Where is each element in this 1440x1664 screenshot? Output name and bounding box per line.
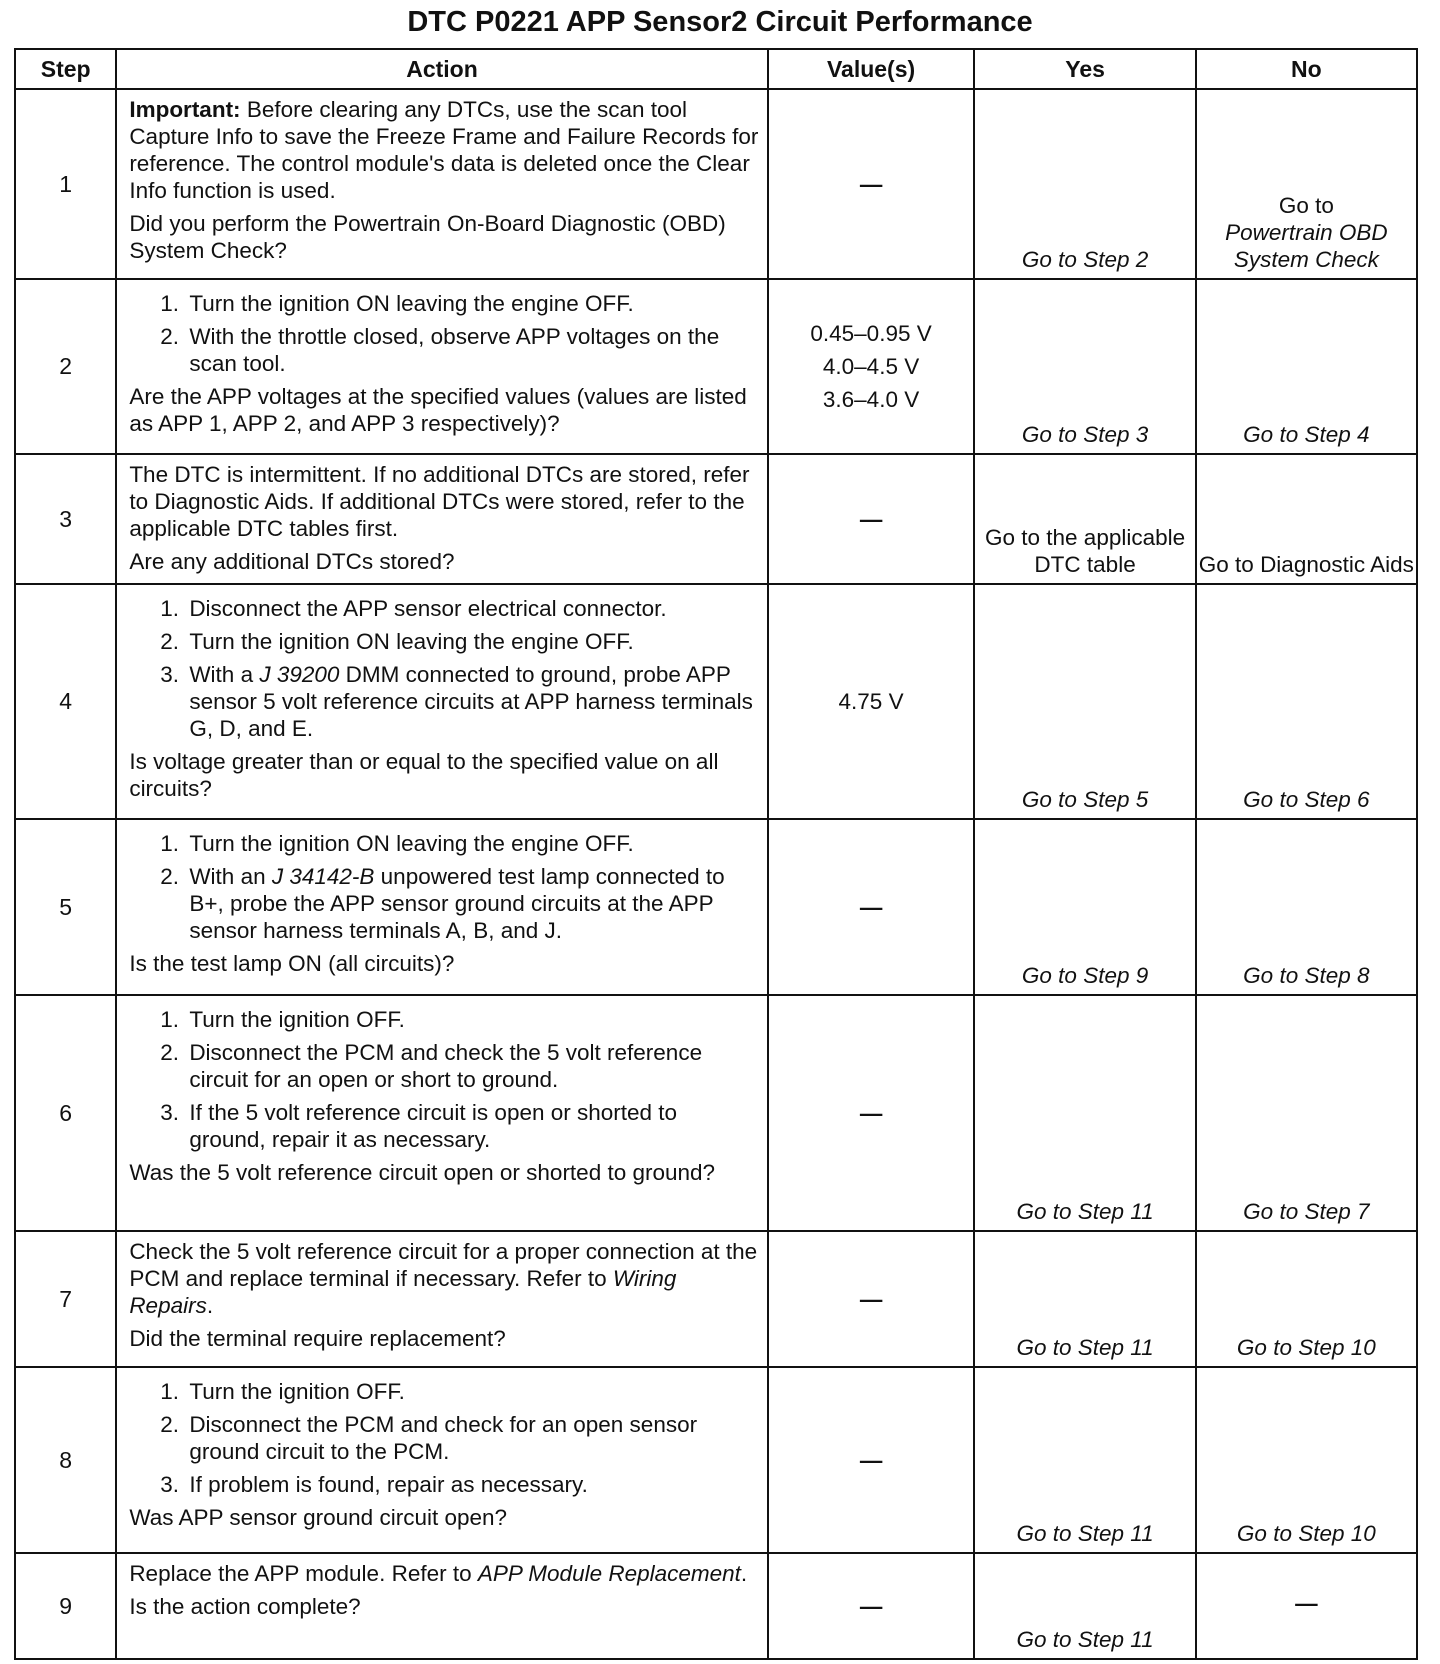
step-question: Was the 5 volt reference circuit open or shorted to ground?: [129, 1160, 716, 1185]
action-cell: [116, 1553, 767, 1659]
instruction-item: 1. Disconnect the APP sensor electrical connector.: [185, 595, 758, 622]
header-action: Action: [116, 49, 767, 89]
yes-cell[interactable]: Go to Step 11: [974, 995, 1195, 1231]
table-row: [15, 584, 1417, 819]
action-cell: [116, 279, 767, 454]
important-label: Important:: [129, 97, 241, 122]
step-number: 5: [15, 819, 116, 995]
important-note: [129, 96, 758, 204]
table-row: [15, 1553, 1417, 1659]
value-cell: —: [768, 1553, 975, 1659]
value-app1: 0.45–0.95 V: [810, 321, 932, 346]
step-text: Check the 5 volt reference circuit for a proper connection at the PCM and replace terminal if necessary. Refer to Wiring Repairs.: [129, 1239, 758, 1318]
header-values: Value(s): [768, 49, 975, 89]
step-number: 9: [15, 1553, 116, 1659]
table-row: [15, 279, 1417, 454]
instruction-item: 2. Turn the ignition ON leaving the engine OFF.: [185, 628, 758, 655]
step-question: Is the action complete?: [129, 1594, 361, 1619]
step-instructions: [129, 1378, 758, 1498]
instruction-item: 1. Turn the ignition ON leaving the engine OFF.: [185, 830, 758, 857]
instruction-item: 1. Turn the ignition ON leaving the engine OFF.: [185, 290, 758, 317]
reference-link[interactable]: APP Module Replacement: [477, 1561, 741, 1586]
table-header-row: [15, 49, 1417, 89]
header-step: Step: [15, 49, 116, 89]
step-number: 3: [15, 454, 116, 584]
header-yes: Yes: [974, 49, 1195, 89]
table-row: [15, 819, 1417, 995]
yes-cell[interactable]: Go to Step 11: [974, 1553, 1195, 1659]
table-row: [15, 89, 1417, 279]
no-cell: —: [1196, 1553, 1417, 1659]
value-cell: 4.75 V: [768, 584, 975, 819]
diagnostic-table: [14, 48, 1418, 1660]
instruction-item: 2. Disconnect the PCM and check the 5 volt reference circuit for an open or short to ground.: [185, 1039, 758, 1093]
header-no: No: [1196, 49, 1417, 89]
no-cell[interactable]: Go to Step 8: [1196, 819, 1417, 995]
yes-cell[interactable]: Go to Step 11: [974, 1367, 1195, 1553]
important-text: Before clearing any DTCs, use the scan tool Capture Info to save the Freeze Frame and Failure Records for reference. The control module's data is deleted once the Clear Info function is used.: [129, 97, 759, 203]
step-text: Replace the APP module. Refer to APP Module Replacement.: [129, 1561, 748, 1586]
step-instructions: [129, 595, 758, 742]
yes-cell[interactable]: Go to Step 9: [974, 819, 1195, 995]
no-prefix: Go to: [1278, 193, 1334, 218]
table-row: [15, 1367, 1417, 1553]
step-instructions: [129, 1006, 758, 1153]
no-cell[interactable]: [1196, 89, 1417, 279]
step-number: 2: [15, 279, 116, 454]
action-cell: [116, 89, 767, 279]
value-cell: —: [768, 454, 975, 584]
value-app3: 3.6–4.0 V: [822, 387, 920, 412]
yes-cell[interactable]: Go to Step 3: [974, 279, 1195, 454]
action-cell: [116, 454, 767, 584]
step-number: 6: [15, 995, 116, 1231]
no-cell[interactable]: Go to Diagnostic Aids: [1196, 454, 1417, 584]
instruction-item: 3. If problem is found, repair as necessary.: [185, 1471, 758, 1498]
step-question: Did you perform the Powertrain On-Board Diagnostic (OBD) System Check?: [129, 211, 726, 263]
instruction-item: 2. With the throttle closed, observe APP voltages on the scan tool.: [185, 323, 758, 377]
step-instructions: [129, 830, 758, 944]
table-row: [15, 1231, 1417, 1367]
action-cell: [116, 1367, 767, 1553]
step-instructions: [129, 290, 758, 377]
instruction-item: 1. Turn the ignition OFF.: [185, 1006, 758, 1033]
no-link[interactable]: Powertrain OBD System Check: [1225, 220, 1388, 272]
yes-cell[interactable]: Go to the applicable DTC table: [974, 454, 1195, 584]
no-cell[interactable]: Go to Step 6: [1196, 584, 1417, 819]
no-cell[interactable]: Go to Step 7: [1196, 995, 1417, 1231]
reference-link[interactable]: Wiring Repairs: [129, 1266, 677, 1318]
action-cell: [116, 584, 767, 819]
value-cell: —: [768, 995, 975, 1231]
instruction-item: 1. Turn the ignition OFF.: [185, 1378, 758, 1405]
instruction-item: 3. With a J 39200 DMM connected to ground, probe APP sensor 5 volt reference circuits at APP harness terminals G, D, and E.: [185, 661, 758, 742]
step-number: 4: [15, 584, 116, 819]
action-cell: [116, 995, 767, 1231]
value-cell: —: [768, 1231, 975, 1367]
step-number: 7: [15, 1231, 116, 1367]
table-row: [15, 454, 1417, 584]
step-question: Did the terminal require replacement?: [129, 1326, 506, 1351]
step-number: 1: [15, 89, 116, 279]
no-cell[interactable]: Go to Step 10: [1196, 1231, 1417, 1367]
instruction-item: 3. If the 5 volt reference circuit is open or shorted to ground, repair it as necessary.: [185, 1099, 758, 1153]
value-cell: —: [768, 1367, 975, 1553]
value-app2: 4.0–4.5 V: [822, 354, 920, 379]
step-text: The DTC is intermittent. If no additional DTCs are stored, refer to Diagnostic Aids. If additional DTCs were stored, refer to the applicable DTC tables first.: [129, 462, 750, 541]
step-question: Was APP sensor ground circuit open?: [129, 1505, 508, 1530]
value-cell: —: [768, 89, 975, 279]
no-cell[interactable]: Go to Step 4: [1196, 279, 1417, 454]
action-cell: [116, 1231, 767, 1367]
step-question: Is voltage greater than or equal to the specified value on all circuits?: [129, 749, 719, 801]
action-cell: [116, 819, 767, 995]
yes-cell[interactable]: Go to Step 5: [974, 584, 1195, 819]
page-title: DTC P0221 APP Sensor2 Circuit Performance: [407, 6, 1033, 38]
step-number: 8: [15, 1367, 116, 1553]
value-cell: [768, 279, 975, 454]
instruction-item: 2. With an J 34142-B unpowered test lamp connected to B+, probe the APP sensor ground circuits at the APP sensor harness terminals A, B, and J.: [185, 863, 758, 944]
instruction-item: 2. Disconnect the PCM and check for an open sensor ground circuit to the PCM.: [185, 1411, 758, 1465]
no-cell[interactable]: Go to Step 10: [1196, 1367, 1417, 1553]
yes-cell[interactable]: Go to Step 11: [974, 1231, 1195, 1367]
step-question: Is the test lamp ON (all circuits)?: [129, 951, 455, 976]
tool-reference: J 39200: [259, 662, 340, 687]
value-cell: —: [768, 819, 975, 995]
step-question: Are any additional DTCs stored?: [129, 549, 455, 574]
yes-cell[interactable]: Go to Step 2: [974, 89, 1195, 279]
step-question: Are the APP voltages at the specified values (values are listed as APP 1, APP 2, and APP 3 respectively)?: [129, 384, 747, 436]
table-row: [15, 995, 1417, 1231]
tool-reference: J 34142-B: [271, 864, 375, 889]
